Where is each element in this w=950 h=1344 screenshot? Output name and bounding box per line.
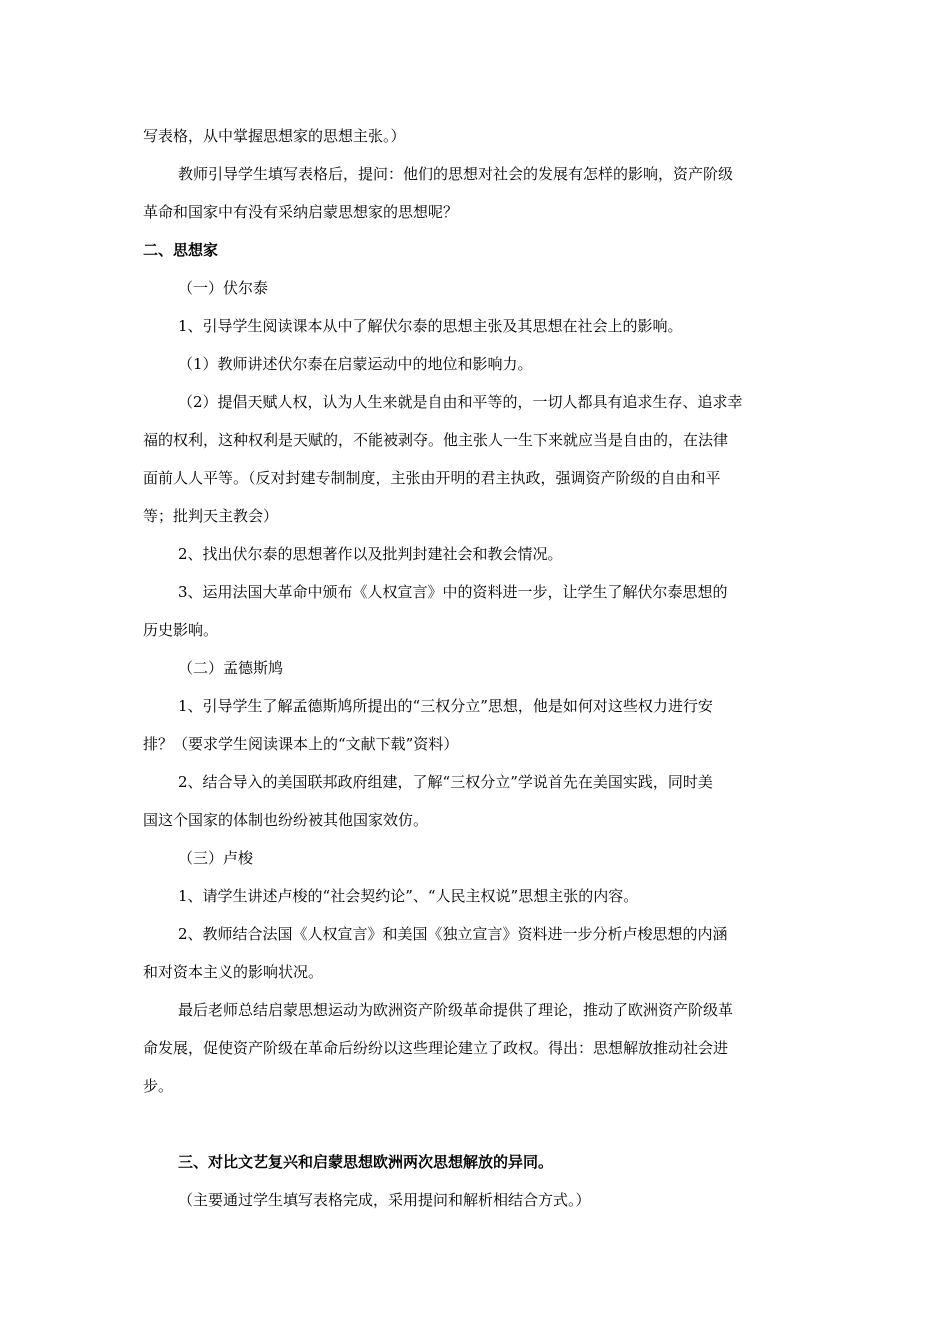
- paragraph-line: 1、引导学生阅读课本从中了解伏尔泰的思想主张及其思想在社会上的影响。: [178, 317, 683, 335]
- paragraph-line: （主要通过学生填写表格完成，采用提问和解析相结合方式。）: [178, 1191, 591, 1209]
- paragraph-line: 面前人人平等。（反对封建专制制度，主张由开明的君主执政，强调资产阶级的自由和平: [143, 469, 721, 487]
- subsection-heading: （一）伏尔泰: [178, 279, 269, 297]
- paragraph-line: 教师引导学生填写表格后，提问：他们的思想对社会的发展有怎样的影响，资产阶级: [178, 165, 734, 183]
- paragraph-line: 2、教师结合法国《人权宣言》和美国《独立宣言》资料进一步分析卢梭思想的内涵: [178, 925, 728, 943]
- paragraph-line: 步。: [143, 1077, 174, 1095]
- paragraph-line: 1、请学生讲述卢梭的“社会契约论”、“人民主权说”思想主张的内容。: [178, 887, 639, 905]
- paragraph-line: 革命和国家中有没有采纳启蒙思想家的思想呢？: [143, 203, 459, 221]
- paragraph-line: 排？（要求学生阅读课本上的“文献下载”资料）: [143, 735, 459, 753]
- paragraph-line: 2、找出伏尔泰的思想著作以及批判封建社会和教会情况。: [178, 545, 563, 563]
- paragraph-line: （2）提倡天赋人权，认为人生来就是自由和平等的，一切人都具有追求生存、追求幸: [178, 393, 743, 411]
- paragraph-line: 国这个国家的体制也纷纷被其他国家效仿。: [143, 811, 429, 829]
- section-heading: 二、思想家: [143, 241, 219, 259]
- paragraph-line: 3、运用法国大革命中颁布《人权宣言》中的资料进一步，让学生了解伏尔泰思想的: [178, 583, 728, 601]
- paragraph-line: 福的权利，这种权利是天赋的，不能被剥夺。他主张人一生下来就应当是自由的，在法律: [143, 431, 729, 449]
- paragraph-line: 写表格，从中掌握思想家的思想主张。）: [143, 127, 406, 145]
- paragraph-line: 1、引导学生了解孟德斯鸠所提出的“三权分立”思想，他是如何对这些权力进行安: [178, 697, 713, 715]
- paragraph-line: 和对资本主义的影响状况。: [143, 963, 324, 981]
- paragraph-line: 命发展，促使资产阶级在革命后纷纷以这些理论建立了政权。得出：思想解放推动社会进: [143, 1039, 729, 1057]
- paragraph-line: （1）教师讲述伏尔泰在启蒙运动中的地位和影响力。: [178, 355, 533, 373]
- paragraph-line: 历史影响。: [143, 621, 219, 639]
- paragraph-line: 最后老师总结启蒙思想运动为欧洲资产阶级革命提供了理论，推动了欧洲资产阶级革: [178, 1001, 734, 1019]
- paragraph-line: 等；批判天主教会）: [143, 507, 279, 525]
- subsection-heading: （二）孟德斯鸠: [178, 659, 284, 677]
- paragraph-line: 2、结合导入的美国联邦政府组建，了解“三权分立”学说首先在美国实践，同时美: [178, 773, 713, 791]
- subsection-heading: （三）卢梭: [178, 849, 254, 867]
- section-heading: 三、对比文艺复兴和启蒙思想欧洲两次思想解放的异同。: [178, 1153, 554, 1171]
